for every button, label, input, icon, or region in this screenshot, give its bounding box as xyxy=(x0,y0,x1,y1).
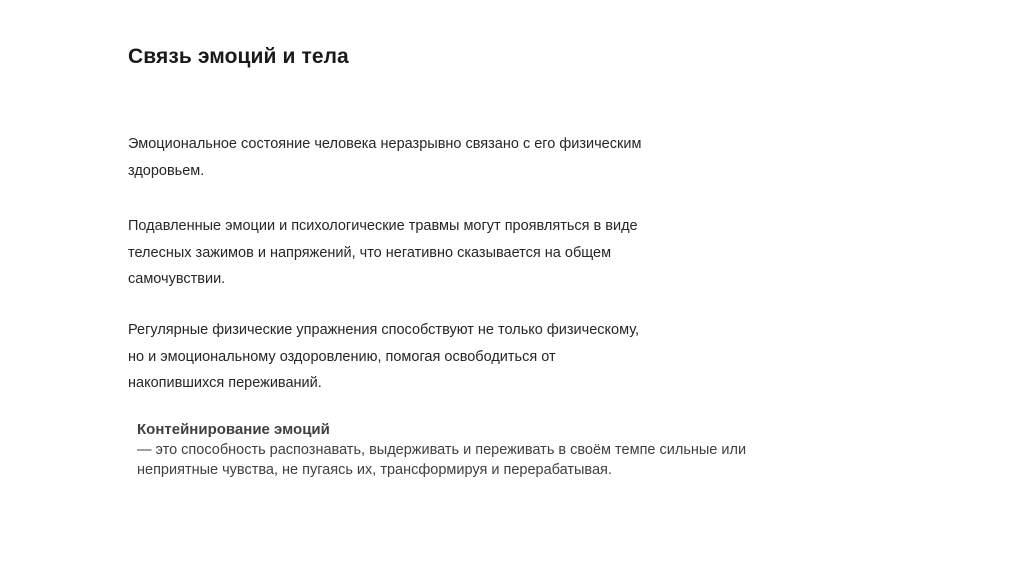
slide-title: Связь эмоций и тела xyxy=(128,45,349,68)
definition-line: неприятные чувства, не пугаясь их, трансформируя и перерабатывая. xyxy=(137,462,612,478)
paragraph-line: Эмоциональное состояние человека неразрывно связано с его физическим xyxy=(128,136,642,152)
paragraph-line: но и эмоциональному оздоровлению, помогая освободиться от xyxy=(128,348,556,365)
paragraph-emotional-state xyxy=(128,131,688,184)
definition-block xyxy=(137,420,817,480)
paragraph-physical-exercise xyxy=(128,317,688,397)
paragraph-line: здоровьем. xyxy=(128,162,205,179)
paragraph-line: Регулярные физические упражнения способствуют не только физическому, xyxy=(128,322,640,338)
paragraph-line: телесных зажимов и напряжений, что негативно сказывается на общем xyxy=(128,244,612,261)
definition-term: Контейнирование эмоций xyxy=(137,421,330,438)
definition-line: — это способность распознавать, выдерживать и переживать в своём темпе сильные или xyxy=(137,442,747,458)
paragraph-suppressed-emotions xyxy=(128,213,688,293)
paragraph-line: Подавленные эмоции и психологические травмы могут проявляться в виде xyxy=(128,218,638,234)
paragraph-line: самочувствии. xyxy=(128,271,226,287)
paragraph-line: накопившихся переживаний. xyxy=(128,375,322,391)
